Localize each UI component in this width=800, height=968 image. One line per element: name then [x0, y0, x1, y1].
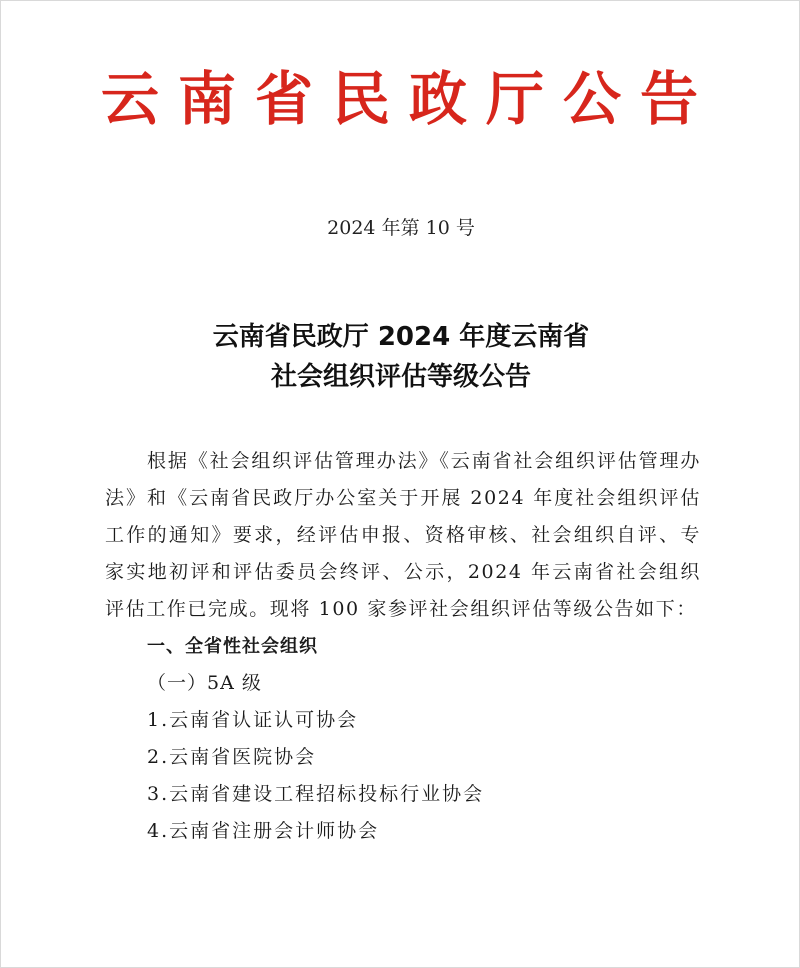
title-line-1: 云南省民政厅 2024 年度云南省 — [212, 322, 590, 352]
title-line-2: 社会组织评估等级公告 — [270, 362, 531, 392]
document-body — [105, 443, 701, 850]
list-item: 2.云南省医院协会 — [147, 746, 317, 768]
subsection-heading: （一）5A 级 — [147, 672, 262, 694]
section-heading: 一、全省性社会组织 — [147, 636, 318, 657]
document-number: 2024 年第 10 号 — [327, 217, 475, 239]
list-item: 4.云南省注册会计师协会 — [147, 820, 380, 842]
intro-paragraph: 根据《社会组织评估管理办法》《云南省社会组织评估管理办法》和《云南省民政厅办公室关于开展 2024 年度社会组织评估工作的通知》要求，经评估申报、资格审核、社会组织自评、专家实地初评和评估委员会终评、公示，2024 年云南省社会组织评估工作已完成。现将 100 家参评社会组织评估等级公告如下： — [105, 450, 701, 620]
list-item: 3.云南省建设工程招标投标行业协会 — [147, 783, 485, 805]
masthead-title: 云南省民政厅公告 — [100, 65, 717, 133]
list-item: 1.云南省认证认可协会 — [147, 709, 359, 731]
document-title — [1, 317, 800, 397]
